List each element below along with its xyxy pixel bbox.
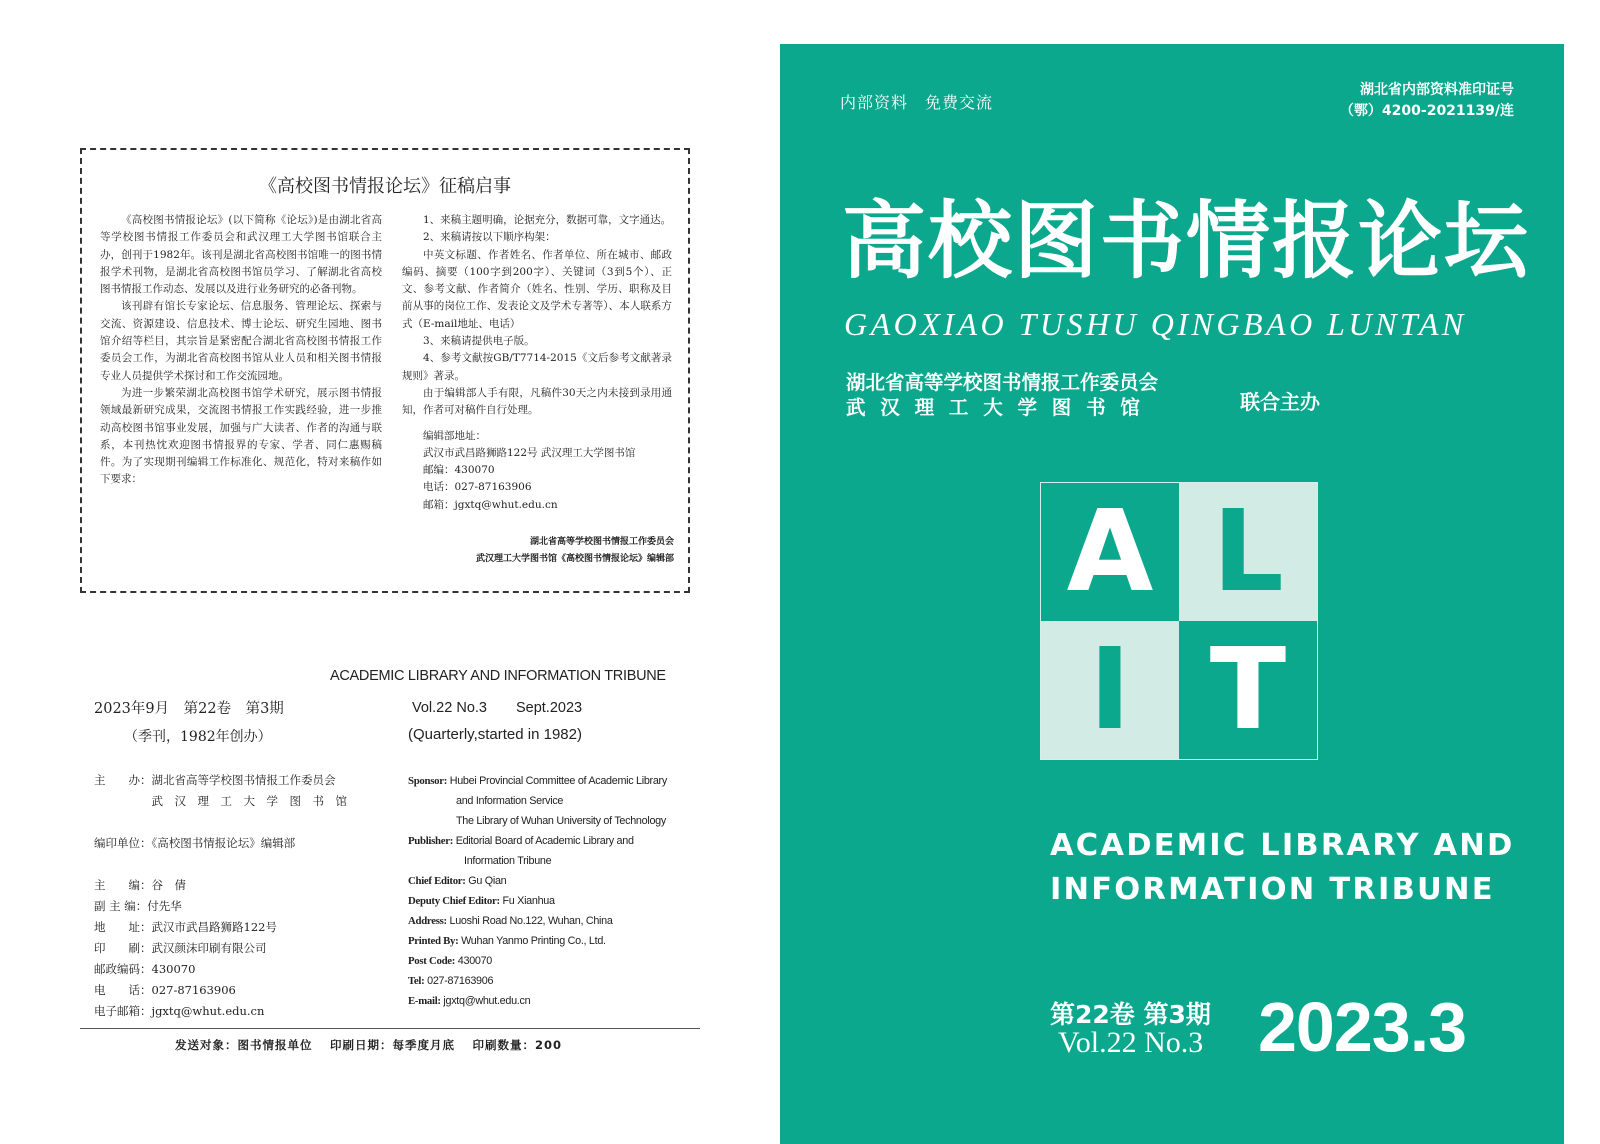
detail-row: 主 编：谷 倩 xyxy=(94,878,186,892)
detail-row-en xyxy=(408,771,667,791)
detail-row: 编印单位：《高校图书情报论坛》编辑部 xyxy=(94,836,296,850)
notice-left-column xyxy=(100,212,382,489)
cover-sponsors xyxy=(846,370,1158,420)
editorial-phone: 电话：027-87163906 xyxy=(423,481,532,494)
cover-english-title xyxy=(1050,824,1515,912)
masthead-details-english xyxy=(408,771,667,1011)
detail-row: 印 刷：武汉颜沫印刷有限公司 xyxy=(94,941,267,955)
editorial-address-label: 编辑部地址： xyxy=(423,429,486,442)
detail-value: Information Tribune xyxy=(464,855,552,867)
permit-line: （鄂）4200-2021139/连 xyxy=(1339,103,1514,119)
logo-tile xyxy=(1179,621,1317,759)
detail-row: 主 办：湖北省高等学校图书情报工作委员会 xyxy=(94,773,336,787)
requirement-item: 中英文标题、作者姓名、作者单位、所在城市、邮政编码、摘要（100字到200字）、关键词（3到5个）、正文、参考文献、作者简介（姓名、性别、学历、职称及目前从事的岗位工作、发表论文及学术专著等）、本人联系方式（E-mail地址、电话） xyxy=(402,248,672,330)
masthead-details-chinese xyxy=(94,770,347,1022)
sponsor-line: 湖北省高等学校图书情报工作委员会 xyxy=(846,371,1159,394)
notice-paragraph: 为进一步繁荣湖北高校图书馆学术研究，展示图书情报领域最新研究成果，交流图书情报工作实践经验，进一步推动高校图书馆事业发展，加强与广大读者、作者的沟通与联系，本刊热忱欢迎图书情报界的专家、学者、同仁惠赐稿件。为了实现期刊编辑工作标准化、规范化，特对来稿作如下要求： xyxy=(100,386,382,486)
cover-joint-sponsor-label: 联合主办 xyxy=(1240,390,1320,414)
sponsor-line: 武汉理工大学图书馆 xyxy=(846,396,1155,419)
detail-label: Post Code: xyxy=(408,955,456,967)
editorial-address: 武汉市武昌路狮路122号 武汉理工大学图书馆 xyxy=(423,446,636,459)
requirement-item: 由于编辑部人手有限，凡稿件30天之内未接到录用通知，作者可对稿件自行处理。 xyxy=(402,386,672,417)
detail-value: Wuhan Yanmo Printing Co., Ltd. xyxy=(461,935,606,947)
detail-label: Deputy Chief Editor: xyxy=(408,895,500,907)
signature-editorial-office: 武汉理工大学图书馆《高校图书情报论坛》编辑部 xyxy=(475,554,674,564)
detail-label: Address: xyxy=(408,915,447,927)
requirement-item: 3、来稿请提供电子版。 xyxy=(423,335,535,348)
detail-row-en xyxy=(408,911,667,931)
notice-title: 《高校图书情报论坛》征稿启事 xyxy=(259,176,511,197)
cover-internal-tag: 内部资料 免费交流 xyxy=(840,93,994,112)
detail-value: Editorial Board of Academic Library and xyxy=(455,835,634,847)
detail-row: 邮政编码：430070 xyxy=(94,962,196,976)
detail-row-en xyxy=(408,791,667,811)
detail-row: 武 汉 理 工 大 学 图 书 馆 xyxy=(94,794,347,808)
detail-row-en xyxy=(408,851,667,871)
detail-label: Chief Editor: xyxy=(408,875,466,887)
notice-paragraph: 《高校图书情报论坛》(以下简称《论坛》)是由湖北省高等学校图书情报工作委员会和武汉理工大学图书馆联合主办，创刊于1982年。该刊是湖北省高校图书馆唯一的图书情报学术刊物，是湖北省高校图书馆员学习、了解湖北省高校图书情报工作动态、发展以及进行业务研究的必备刊物。 xyxy=(100,214,382,296)
issue-frequency-english: (Quarterly,started in 1982) xyxy=(408,726,582,743)
notice-paragraph: 该刊辟有馆长专家论坛、信息服务、管理论坛、探索与交流、资源建设、信息技术、博士论坛、研究生园地、图书馆介绍等栏目，其宗旨是紧密配合湖北省高校图书情报工作委员会工作，为湖北省高校图书馆从业人员和相关图书情报专业人员提供学术探讨和工作交流园地。 xyxy=(100,300,382,382)
detail-row-en xyxy=(408,951,667,971)
detail-row-en xyxy=(408,871,667,891)
detail-value: Fu Xianhua xyxy=(502,895,555,907)
cover-permit-number xyxy=(1340,80,1514,122)
cover-title: 高校图书情报论坛 xyxy=(842,192,1531,290)
detail-label: Tel: xyxy=(408,975,425,987)
detail-value: Luoshi Road No.122, Wuhan, China xyxy=(449,915,613,927)
detail-value: Hubei Provincial Committee of Academic Library xyxy=(449,775,667,787)
english-title-line: INFORMATION TRIBUNE xyxy=(1050,872,1495,907)
logo-letter: L xyxy=(1212,487,1284,617)
notice-right-column xyxy=(402,212,672,514)
detail-label: Publisher: xyxy=(408,835,453,847)
cover-issue-year: 2023.3 xyxy=(1258,988,1467,1066)
distribution-footer: 发送对象：图书情报单位 印刷日期：每季度月底 印刷数量：200 xyxy=(175,1038,563,1052)
detail-row-spacer xyxy=(94,854,347,875)
detail-row-en xyxy=(408,811,667,831)
editorial-postcode: 邮编：430070 xyxy=(423,464,495,477)
cover-volume-english: Vol.22 No.3 xyxy=(1058,1026,1204,1059)
footer-divider xyxy=(80,1028,700,1029)
detail-row: 地 址：武汉市武昌路狮路122号 xyxy=(94,920,277,934)
notice-signature xyxy=(476,534,674,568)
logo-tile xyxy=(1041,621,1179,759)
detail-label: E-mail: xyxy=(408,995,441,1007)
logo-tile xyxy=(1179,483,1317,621)
detail-row-en xyxy=(408,971,667,991)
detail-row-en xyxy=(408,991,667,1011)
english-title-line: ACADEMIC LIBRARY AND xyxy=(1050,828,1515,863)
editorial-email: 邮箱：jgxtq@whut.edu.cn xyxy=(423,498,558,511)
detail-value: 430070 xyxy=(457,955,493,967)
logo-letter: I xyxy=(1089,625,1131,755)
logo-tile xyxy=(1041,483,1179,621)
detail-row-en xyxy=(408,891,667,911)
signature-committee: 湖北省高等学校图书情报工作委员会 xyxy=(529,537,674,547)
detail-row-en xyxy=(408,831,667,851)
detail-row-spacer xyxy=(94,812,347,833)
permit-line: 湖北省内部资料准印证号 xyxy=(1360,82,1514,98)
logo-letter: T xyxy=(1209,625,1287,755)
issue-frequency-chinese: （季刊，1982年创办） xyxy=(124,729,272,745)
detail-value: Gu Qian xyxy=(468,875,507,887)
detail-value: jgxtq@whut.edu.cn xyxy=(443,995,531,1007)
cover-volume-chinese: 第22卷 第3期 xyxy=(1050,1000,1211,1029)
detail-value: The Library of Wuhan University of Technology xyxy=(456,815,666,827)
detail-label: Printed By: xyxy=(408,935,459,947)
detail-row: 副 主 编：付先华 xyxy=(94,899,182,913)
requirement-item: 4、参考文献按GB/T7714-2015《文后参考文献著录规则》著录。 xyxy=(402,352,672,382)
masthead-english-title: ACADEMIC LIBRARY AND INFORMATION TRIBUNE xyxy=(330,668,666,684)
logo-letter: A xyxy=(1066,487,1154,617)
issue-info-chinese: 2023年9月 第22卷 第3期 xyxy=(94,701,284,717)
detail-row-en xyxy=(408,931,667,951)
detail-row: 电子邮箱：jgxtq@whut.edu.cn xyxy=(94,1004,265,1018)
requirement-item: 2、来稿请按以下顺序构架： xyxy=(423,231,556,244)
detail-row: 电 话：027-87163906 xyxy=(94,983,236,997)
journal-cover xyxy=(780,44,1564,1144)
requirement-item: 1、来稿主题明确，论据充分，数据可靠，文字通达。 xyxy=(423,214,672,226)
detail-value: 027-87163906 xyxy=(427,975,494,987)
detail-value: and Information Service xyxy=(456,795,564,807)
issue-info-english: Vol.22 No.3 Sept.2023 xyxy=(412,700,583,716)
detail-label: Sponsor: xyxy=(408,775,448,787)
alit-logo xyxy=(1040,482,1318,760)
call-for-papers-box xyxy=(80,148,690,593)
cover-pinyin-title: GAOXIAO TUSHU QINGBAO LUNTAN xyxy=(844,306,1467,342)
